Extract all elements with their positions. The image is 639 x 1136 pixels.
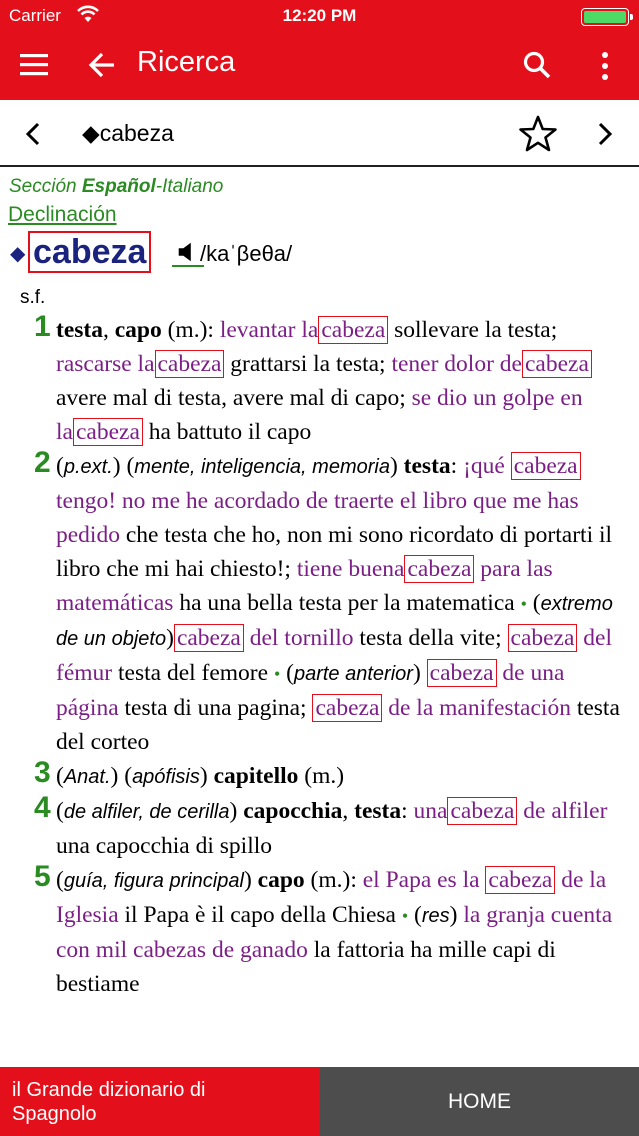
headword: cabeza (28, 231, 151, 273)
sense-4: 4 (de alfiler, de cerilla) capocchia, testa: una cabeza de alfiler una capocchia di spillo (34, 791, 608, 859)
sense-number: 4 (34, 791, 51, 824)
keyword-highlight: cabeza (508, 624, 578, 652)
entry-content (0, 169, 639, 1067)
chevron-right-icon[interactable] (594, 120, 616, 148)
menu-icon[interactable] (20, 52, 48, 78)
app-bar (0, 32, 639, 100)
sense-number: 2 (34, 446, 51, 479)
keyword-highlight: cabeza (511, 452, 581, 480)
bullet-icon: • (520, 594, 527, 614)
keyword-highlight: cabeza (174, 624, 244, 652)
sense-2: 2 (p.ext.) (mente, inteligencia, memoria) testa: ¡qué cabeza tengo! no me he acordado de traerte el libro que me has pedido che testa che ho, non mi sono ricordato di portarti il libro che mi hai chiesto!; tiene buena cabeza para las matemáticas ha una bella testa per la matematica • (extremo de un objeto) cabeza del tornillo testa della vite; cabeza del fémur testa del femore • (parte anterior) cabeza de una página testa di una pagina; cabeza de la manifestación testa del corteo (34, 446, 620, 755)
sense-3: 3 (Anat.) (apófisis) capitello (m.) (34, 756, 345, 789)
home-button[interactable]: HOME (320, 1067, 639, 1136)
page-title: Ricerca (137, 46, 236, 78)
diamond-icon: ◆ (10, 243, 26, 265)
back-arrow-icon[interactable] (88, 50, 116, 80)
keyword-highlight: cabeza (427, 659, 497, 687)
entry-nav-bar (0, 100, 639, 167)
keyword-highlight: cabeza (404, 555, 474, 583)
part-of-speech: s.f. (20, 287, 46, 308)
pronunciation: /kaˈβeθa/ (200, 241, 293, 266)
declination-link[interactable]: Declinación (8, 203, 117, 226)
senses-list (0, 310, 639, 1001)
bottom-bar (0, 1067, 639, 1136)
keyword-highlight: cabeza (312, 694, 382, 722)
headword-row (10, 231, 630, 273)
star-icon[interactable] (518, 114, 558, 154)
sense-number: 1 (34, 310, 51, 343)
keyword-highlight: cabeza (318, 316, 388, 344)
search-icon[interactable] (522, 50, 552, 80)
keyword-highlight: cabeza (155, 350, 225, 378)
more-vert-icon[interactable] (595, 50, 615, 82)
clock: 12:20 PM (282, 6, 357, 25)
keyword-highlight: cabeza (447, 797, 517, 825)
current-word: ◆cabeza (82, 120, 174, 146)
dictionary-brand: il Grande dizionario di Spagnolo (0, 1067, 320, 1136)
battery-icon (581, 8, 629, 26)
carrier-label: Carrier (9, 6, 61, 25)
keyword-highlight: cabeza (485, 866, 555, 894)
sense-number: 3 (34, 756, 51, 789)
status-bar (0, 0, 639, 32)
keyword-highlight: cabeza (73, 418, 143, 446)
chevron-left-icon[interactable] (22, 120, 44, 148)
sense-1: 1 testa, capo (m.): levantar la cabeza sollevare la testa; rascarse la cabeza grattarsi la testa; tener dolor de cabeza avere mal di testa, avere mal di capo; se dio un golpe en la cabeza ha battuto il capo (0, 313, 639, 449)
section-label: Sección Español-Italiano (9, 176, 224, 197)
sense-5: 5 (guía, figura principal) capo (m.): el Papa es la cabeza de la Iglesia il Papa è il capo della Chiesa • (res) la granja cuenta con mil cabezas de ganado la fattoria ha mille capi di bestiame (34, 860, 613, 997)
sense-number: 5 (34, 860, 51, 893)
keyword-highlight: cabeza (522, 350, 592, 378)
